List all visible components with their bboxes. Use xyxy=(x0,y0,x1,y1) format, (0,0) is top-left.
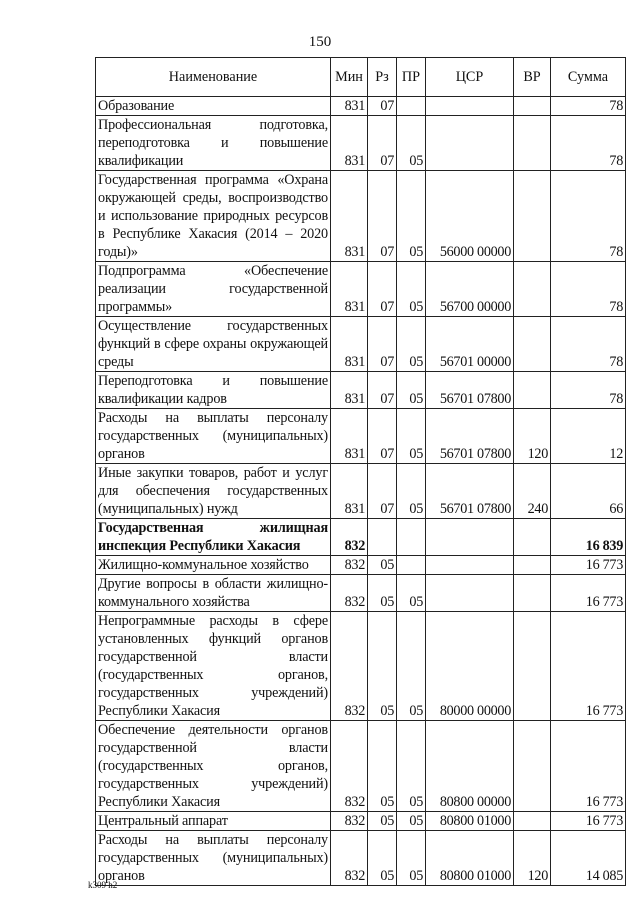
table-row xyxy=(96,116,626,171)
cell-sum: 78 xyxy=(551,317,626,372)
cell-min: 831 xyxy=(331,409,368,464)
cell-pr: 05 xyxy=(397,721,426,812)
cell-sum: 66 xyxy=(551,464,626,519)
cell-vr xyxy=(514,556,551,575)
cell-min: 832 xyxy=(331,575,368,612)
cell-name: Непрограммные расходы в сфере установленных функций органов государственной власти (государственных органов, государственных учреждений) Республики Хакасия xyxy=(96,612,331,721)
cell-vr xyxy=(514,575,551,612)
cell-sum: 16 773 xyxy=(551,812,626,831)
cell-min: 831 xyxy=(331,97,368,116)
cell-vr: 120 xyxy=(514,831,551,886)
cell-sum: 78 xyxy=(551,171,626,262)
cell-rz: 05 xyxy=(368,721,397,812)
cell-csr: 56701 07800 xyxy=(426,464,514,519)
cell-pr: 05 xyxy=(397,372,426,409)
cell-rz: 07 xyxy=(368,116,397,171)
table-row xyxy=(96,812,626,831)
table-row xyxy=(96,575,626,612)
cell-name: Государственная программа «Охрана окружающей среды, воспроизводство и использование природных ресурсов в Республике Хакасия (2014 – 2020 годы)» xyxy=(96,171,331,262)
cell-csr xyxy=(426,116,514,171)
cell-pr: 05 xyxy=(397,116,426,171)
cell-sum: 16 839 xyxy=(551,519,626,556)
cell-sum: 78 xyxy=(551,116,626,171)
header-name: Наименование xyxy=(96,58,331,97)
cell-csr: 80800 01000 xyxy=(426,831,514,886)
table-row xyxy=(96,262,626,317)
table-header-row xyxy=(96,58,626,97)
cell-csr: 80000 00000 xyxy=(426,612,514,721)
cell-min: 831 xyxy=(331,116,368,171)
header-vr: ВР xyxy=(514,58,551,97)
cell-sum: 12 xyxy=(551,409,626,464)
cell-rz: 05 xyxy=(368,556,397,575)
cell-pr xyxy=(397,556,426,575)
cell-min: 832 xyxy=(331,556,368,575)
cell-pr: 05 xyxy=(397,409,426,464)
cell-pr: 05 xyxy=(397,464,426,519)
table-row xyxy=(96,831,626,886)
cell-rz: 05 xyxy=(368,612,397,721)
cell-name: Государственная жилищная инспекция Республики Хакасия xyxy=(96,519,331,556)
cell-min: 832 xyxy=(331,519,368,556)
cell-name: Расходы на выплаты персоналу государственных (муниципальных) органов xyxy=(96,409,331,464)
page-number: 150 xyxy=(308,34,332,50)
cell-csr: 56000 00000 xyxy=(426,171,514,262)
cell-pr: 05 xyxy=(397,612,426,721)
cell-pr: 05 xyxy=(397,262,426,317)
header-rz: Рз xyxy=(368,58,397,97)
table-row xyxy=(96,171,626,262)
header-min: Мин xyxy=(331,58,368,97)
cell-csr: 56701 00000 xyxy=(426,317,514,372)
cell-name: Обеспечение деятельности органов государственной власти (государственных органов, государственных учреждений) Республики Хакасия xyxy=(96,721,331,812)
table-row xyxy=(96,519,626,556)
cell-pr: 05 xyxy=(397,831,426,886)
cell-vr xyxy=(514,721,551,812)
table-row xyxy=(96,409,626,464)
cell-vr xyxy=(514,372,551,409)
cell-name: Центральный аппарат xyxy=(96,812,331,831)
table-row xyxy=(96,372,626,409)
cell-rz: 05 xyxy=(368,575,397,612)
cell-sum: 14 085 xyxy=(551,831,626,886)
cell-rz: 05 xyxy=(368,812,397,831)
table-row xyxy=(96,464,626,519)
cell-vr xyxy=(514,612,551,721)
cell-pr xyxy=(397,519,426,556)
cell-csr: 80800 01000 xyxy=(426,812,514,831)
cell-name: Другие вопросы в области жилищно-коммунального хозяйства xyxy=(96,575,331,612)
header-pr: ПР xyxy=(397,58,426,97)
cell-vr xyxy=(514,171,551,262)
table-body xyxy=(96,97,626,886)
table-row xyxy=(96,556,626,575)
cell-pr xyxy=(397,97,426,116)
cell-name: Профессиональная подготовка, переподготовка и повышение квалификации xyxy=(96,116,331,171)
cell-rz: 07 xyxy=(368,97,397,116)
cell-csr: 56700 00000 xyxy=(426,262,514,317)
cell-rz: 07 xyxy=(368,262,397,317)
cell-rz: 07 xyxy=(368,317,397,372)
cell-name: Подпрограмма «Обеспечение реализации государственной программы» xyxy=(96,262,331,317)
cell-csr xyxy=(426,519,514,556)
cell-sum: 78 xyxy=(551,372,626,409)
table-row xyxy=(96,612,626,721)
cell-sum: 78 xyxy=(551,262,626,317)
cell-sum: 16 773 xyxy=(551,612,626,721)
cell-csr: 56701 07800 xyxy=(426,409,514,464)
cell-name: Осуществление государственных функций в сфере охраны окружающей среды xyxy=(96,317,331,372)
cell-min: 831 xyxy=(331,171,368,262)
cell-name: Иные закупки товаров, работ и услуг для обеспечения государственных (муниципальных) нужд xyxy=(96,464,331,519)
footer-code: k309 h2 xyxy=(88,880,118,890)
cell-name: Образование xyxy=(96,97,331,116)
cell-vr xyxy=(514,812,551,831)
cell-pr: 05 xyxy=(397,317,426,372)
table-row xyxy=(96,317,626,372)
cell-min: 831 xyxy=(331,317,368,372)
cell-min: 831 xyxy=(331,262,368,317)
cell-pr: 05 xyxy=(397,812,426,831)
cell-min: 831 xyxy=(331,464,368,519)
cell-csr xyxy=(426,556,514,575)
cell-csr xyxy=(426,575,514,612)
cell-min: 831 xyxy=(331,372,368,409)
cell-rz: 07 xyxy=(368,464,397,519)
cell-rz: 07 xyxy=(368,372,397,409)
cell-sum: 16 773 xyxy=(551,575,626,612)
cell-name: Жилищно-коммунальное хозяйство xyxy=(96,556,331,575)
cell-pr: 05 xyxy=(397,575,426,612)
cell-vr xyxy=(514,97,551,116)
cell-rz: 05 xyxy=(368,831,397,886)
header-csr: ЦСР xyxy=(426,58,514,97)
cell-pr: 05 xyxy=(397,171,426,262)
cell-vr xyxy=(514,116,551,171)
cell-rz: 07 xyxy=(368,171,397,262)
cell-min: 832 xyxy=(331,831,368,886)
table-row xyxy=(96,721,626,812)
cell-vr xyxy=(514,317,551,372)
cell-sum: 16 773 xyxy=(551,721,626,812)
cell-min: 832 xyxy=(331,812,368,831)
cell-sum: 16 773 xyxy=(551,556,626,575)
cell-rz: 07 xyxy=(368,409,397,464)
cell-csr: 80800 00000 xyxy=(426,721,514,812)
header-sum: Сумма xyxy=(551,58,626,97)
cell-name: Расходы на выплаты персоналу государственных (муниципальных) органов xyxy=(96,831,331,886)
cell-csr xyxy=(426,97,514,116)
table-row xyxy=(96,97,626,116)
cell-sum: 78 xyxy=(551,97,626,116)
cell-vr: 240 xyxy=(514,464,551,519)
cell-vr xyxy=(514,262,551,317)
cell-min: 832 xyxy=(331,612,368,721)
budget-table xyxy=(95,57,626,886)
cell-vr: 120 xyxy=(514,409,551,464)
cell-vr xyxy=(514,519,551,556)
cell-min: 832 xyxy=(331,721,368,812)
cell-name: Переподготовка и повышение квалификации кадров xyxy=(96,372,331,409)
cell-rz xyxy=(368,519,397,556)
cell-csr: 56701 07800 xyxy=(426,372,514,409)
